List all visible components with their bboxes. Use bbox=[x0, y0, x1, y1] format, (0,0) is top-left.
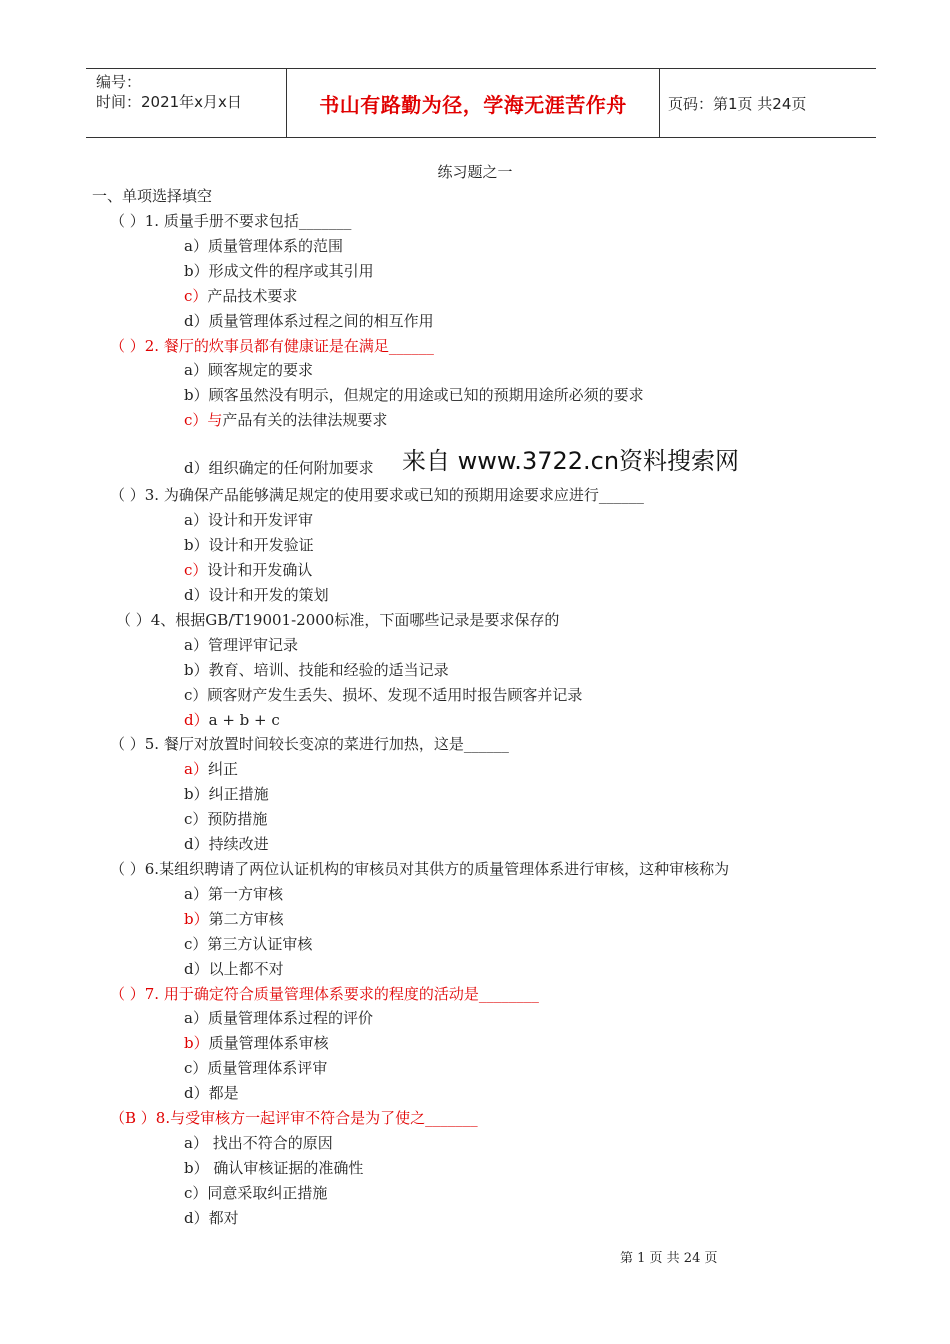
option-letter: c） bbox=[184, 935, 208, 953]
option-letter: a） bbox=[184, 361, 208, 379]
option-row bbox=[184, 1033, 329, 1053]
option-letter: d） bbox=[184, 1084, 209, 1102]
option-row bbox=[184, 1158, 363, 1178]
question-6-stem: （ ）6.某组织聘请了两位认证机构的审核员对其供方的质量管理体系进行审核，这种审核称为 bbox=[110, 860, 730, 878]
option-row bbox=[184, 510, 313, 530]
option-letter: a） bbox=[184, 885, 208, 903]
option-text-first-char: 与 bbox=[207, 411, 223, 429]
option-text: 顾客财产发生丢失、损坏、发现不适用时报告顾客并记录 bbox=[207, 686, 583, 704]
option-letter: a） bbox=[184, 1009, 208, 1027]
option-text: 管理评审记录 bbox=[207, 636, 298, 654]
option-letter: c） bbox=[184, 1059, 208, 1077]
option-letter: a） bbox=[184, 636, 208, 654]
option-text: 组织确定的任何附加要求 bbox=[208, 459, 374, 477]
question-5-stem: （ ）5. 餐厅对放置时间较长变凉的菜进行加热，这是______ bbox=[110, 735, 509, 753]
option-text: 设计和开发验证 bbox=[208, 536, 314, 554]
option-letter: b） bbox=[184, 785, 209, 803]
option-letter: d） bbox=[184, 835, 209, 853]
option-row bbox=[184, 909, 284, 929]
document-time-label: 时间：2021年x月x日 bbox=[96, 93, 242, 111]
option-letter: d） bbox=[184, 960, 209, 978]
option-row bbox=[184, 1083, 239, 1103]
option-letter-answer: c） bbox=[184, 561, 208, 579]
option-text: 找出不符合的原因 bbox=[207, 1134, 333, 1152]
option-text: 第三方认证审核 bbox=[207, 935, 313, 953]
option-letter: a） bbox=[184, 237, 208, 255]
option-row bbox=[184, 385, 644, 405]
option-text: 纠正 bbox=[207, 760, 238, 778]
option-letter: d） bbox=[184, 459, 209, 477]
page-footer: 第 1 页 共 24 页 bbox=[620, 1251, 718, 1266]
option-row bbox=[184, 1008, 373, 1028]
option-letter-answer: d） bbox=[184, 711, 209, 729]
option-text: 同意采取纠正措施 bbox=[207, 1184, 328, 1202]
option-row bbox=[184, 635, 298, 655]
option-row bbox=[184, 410, 387, 430]
option-text: 设计和开发评审 bbox=[207, 511, 313, 529]
option-letter: d） bbox=[184, 312, 209, 330]
option-text: 质量管理体系过程的评价 bbox=[207, 1009, 373, 1027]
option-letter: b） bbox=[184, 536, 209, 554]
option-row bbox=[184, 685, 582, 705]
option-letter: b） bbox=[184, 661, 209, 679]
option-text: 持续改进 bbox=[208, 835, 269, 853]
option-text: 质量管理体系审核 bbox=[208, 1034, 329, 1052]
option-row bbox=[184, 660, 449, 680]
question-4-stem: （ ）4、根据GB/T19001-2000标准，下面哪些记录是要求保存的 bbox=[116, 611, 560, 629]
option-letter: c） bbox=[184, 686, 208, 704]
option-letter: c） bbox=[184, 810, 208, 828]
option-row bbox=[184, 834, 269, 854]
option-text: 确认审核证据的准确性 bbox=[208, 1159, 364, 1177]
option-text: 都对 bbox=[208, 1209, 239, 1227]
question-2-stem: （ ）2. 餐厅的炊事员都有健康证是在满足______ bbox=[110, 337, 434, 355]
option-text: 教育、培训、技能和经验的适当记录 bbox=[208, 661, 449, 679]
option-text: a + b + c bbox=[208, 711, 280, 729]
option-letter-answer: b） bbox=[184, 910, 209, 928]
option-letter-answer: a） bbox=[184, 760, 208, 778]
option-text: 预防措施 bbox=[207, 810, 268, 828]
question-8-stem: （B ）8.与受审核方一起评审不符合是为了使之_______ bbox=[110, 1109, 478, 1127]
option-row bbox=[184, 458, 374, 478]
option-text: 设计和开发的策划 bbox=[208, 586, 329, 604]
option-row bbox=[184, 560, 312, 580]
option-row bbox=[184, 934, 312, 954]
option-text: 都是 bbox=[208, 1084, 239, 1102]
option-letter: c） bbox=[184, 1184, 208, 1202]
option-text: 质量管理体系过程之间的相互作用 bbox=[208, 312, 434, 330]
option-row bbox=[184, 710, 280, 730]
option-row bbox=[184, 1208, 239, 1228]
option-text: 第一方审核 bbox=[207, 885, 283, 903]
option-row bbox=[184, 809, 267, 829]
watermark-text: 来自 www.3722.cn资料搜索网 bbox=[402, 447, 740, 475]
option-row bbox=[184, 311, 434, 331]
option-text: 质量管理体系评审 bbox=[207, 1059, 328, 1077]
option-letter: d） bbox=[184, 586, 209, 604]
option-text-rest: 产品有关的法律法规要求 bbox=[222, 411, 388, 429]
option-letter: b） bbox=[184, 1159, 209, 1177]
section-heading: 一、单项选择填空 bbox=[92, 187, 213, 205]
option-text: 纠正措施 bbox=[208, 785, 269, 803]
option-row bbox=[184, 261, 374, 281]
option-text: 形成文件的程序或其引用 bbox=[208, 262, 374, 280]
option-row bbox=[184, 1183, 327, 1203]
option-letter: a） bbox=[184, 1134, 208, 1152]
question-3-stem: （ ）3. 为确保产品能够满足规定的使用要求或已知的预期用途要求应进行______ bbox=[110, 486, 644, 504]
option-text: 顾客规定的要求 bbox=[207, 361, 313, 379]
option-row bbox=[184, 1058, 327, 1078]
option-row bbox=[184, 585, 329, 605]
document-title: 练习题之一 bbox=[437, 163, 513, 181]
option-text: 顾客虽然没有明示，但规定的用途或已知的预期用途所必须的要求 bbox=[208, 386, 644, 404]
document-number-label: 编号： bbox=[96, 73, 142, 91]
option-text: 以上都不对 bbox=[208, 960, 284, 978]
option-letter: b） bbox=[184, 386, 209, 404]
option-row bbox=[184, 1133, 333, 1153]
option-row bbox=[184, 759, 238, 779]
option-text: 第二方审核 bbox=[208, 910, 284, 928]
option-row bbox=[184, 959, 284, 979]
option-text: 产品技术要求 bbox=[207, 287, 298, 305]
option-row bbox=[184, 236, 343, 256]
option-row bbox=[184, 884, 283, 904]
question-7-stem: （ ）7. 用于确定符合质量管理体系要求的程度的活动是________ bbox=[110, 985, 539, 1003]
option-letter: b） bbox=[184, 262, 209, 280]
option-row bbox=[184, 535, 314, 555]
header-info-cell bbox=[86, 69, 287, 137]
option-row bbox=[184, 360, 313, 380]
option-row bbox=[184, 784, 269, 804]
header-page-label: 页码：第1页 共24页 bbox=[668, 94, 807, 113]
option-text: 质量管理体系的范围 bbox=[207, 237, 343, 255]
option-letter-answer: c） bbox=[184, 411, 208, 429]
option-letter: a） bbox=[184, 511, 208, 529]
option-row bbox=[184, 286, 297, 306]
option-text: 设计和开发确认 bbox=[207, 561, 313, 579]
option-letter-answer: c） bbox=[184, 287, 208, 305]
option-letter: d） bbox=[184, 1209, 209, 1227]
option-letter-answer: b） bbox=[184, 1034, 209, 1052]
header-motto: 书山有路勤为径，学海无涯苦作舟 bbox=[287, 69, 660, 137]
header-table bbox=[86, 68, 876, 138]
question-1-stem: （ ）1. 质量手册不要求包括_______ bbox=[110, 212, 352, 230]
